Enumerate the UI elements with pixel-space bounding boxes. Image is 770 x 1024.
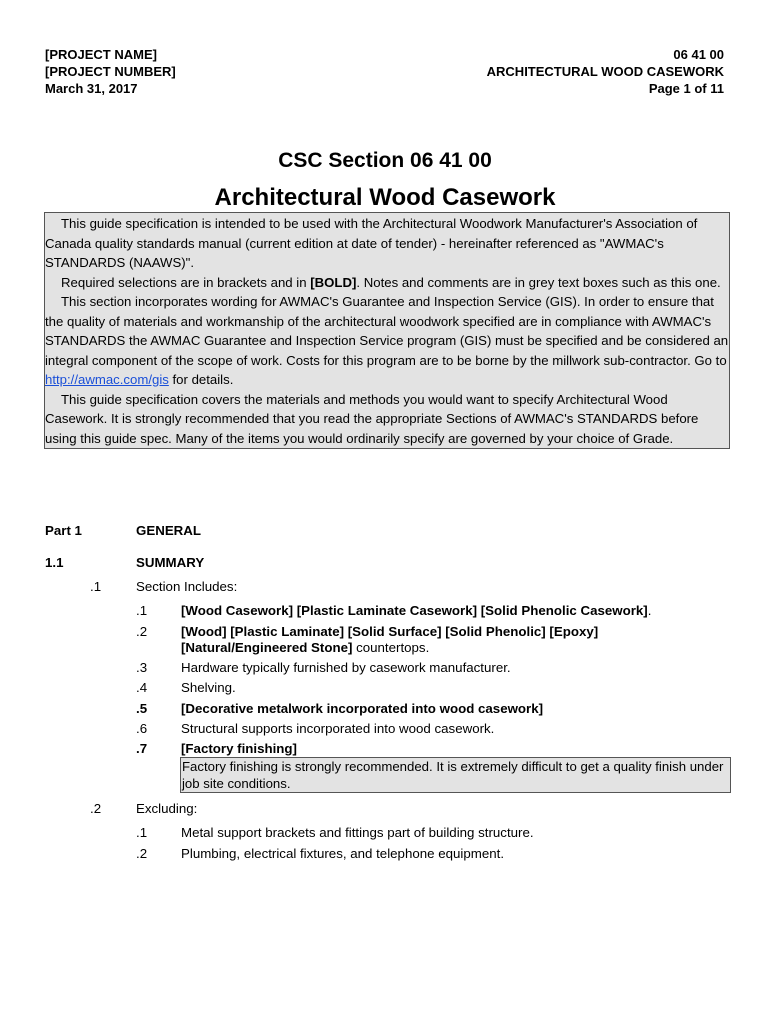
note-paragraph-4: This guide specification covers the materials and methods you would want to specify Architectural Wood Casework. It is strongly recommended that you read the appropriate Sections of AWMAC's STANDARDS before using this guide spec. Many of the items you would ordinarily specify are governed by your choice of Grade. (45, 391, 699, 446)
page-header-left (45, 46, 176, 97)
subitem-number: .2 (136, 624, 148, 639)
subitem-text: Plumbing, electrical fixtures, and telephone equipment. (181, 846, 505, 861)
note-paragraph-2: Required selections are in brackets and in [BOLD]. Notes and comments are in grey text boxes such as this one. (61, 274, 721, 290)
subitem-text: [Factory finishing] (181, 741, 297, 756)
subitem-number: .5 (136, 701, 148, 716)
document-date: March 31, 2017 (45, 81, 138, 96)
part-title: GENERAL (136, 523, 202, 538)
subitem-number: .1 (136, 825, 148, 840)
paragraph-label: Excluding: (136, 801, 198, 816)
subitem-text: Metal support brackets and fittings part of building structure. (181, 825, 534, 840)
document-title: Architectural Wood Casework (214, 184, 556, 211)
page-header-right (487, 46, 724, 97)
article-number: 1.1 (45, 555, 64, 570)
article-title: SUMMARY (136, 555, 205, 570)
subitem-number: .3 (136, 660, 148, 675)
subitem-text: Structural supports incorporated into wood casework. (181, 721, 495, 736)
subitem-text: Hardware typically furnished by casework manufacturer. (181, 660, 511, 675)
subitem-number: .1 (136, 603, 148, 618)
project-number: [PROJECT NUMBER] (45, 64, 176, 79)
note-paragraph-1: This guide specification is intended to be used with the Architectural Woodwork Manufacturer's Association of Canada quality standards manual (current edition at date of tender) - hereinafter referenced as "AWMAC's STANDARDS (NAAWS)". (45, 216, 698, 270)
subitem-text: [Wood Casework] [Plastic Laminate Casework] [Solid Phenolic Casework]. (181, 603, 652, 618)
page-number: Page 1 of 11 (648, 81, 724, 96)
part-label: Part 1 (45, 523, 82, 538)
note-paragraph-3: This section incorporates wording for AWMAC's Guarantee and Inspection Service (GIS). In order to ensure that the quality of materials and workmanship of the architectural woodwork specified are in compliance with AWMAC's STANDARDS the AWMAC Guarantee and Inspection Service program (GIS) must be specified and be considered an integral component of the scope of work. Costs for this program are to be borne by the millwork sub-contractor. Go to http://awmac.com/gis for details. (45, 294, 729, 387)
subitem-text: [Wood] [Plastic Laminate] [Solid Surface] [Solid Phenolic] [Epoxy] [Natural/Engineered Stone] countertops. (181, 624, 599, 655)
subitem-number: .6 (136, 721, 148, 736)
subitem-text: Shelving. (181, 680, 236, 695)
section-number: 06 41 00 (673, 47, 724, 62)
subitem-text: [Decorative metalwork incorporated into wood casework] (181, 701, 544, 716)
subitem-number: .2 (136, 846, 148, 861)
section-name: ARCHITECTURAL WOOD CASEWORK (486, 64, 724, 79)
factory-finishing-note: Factory finishing is strongly recommended. It is extremely difficult to get a quality finish under job site conditions. (180, 757, 731, 793)
paragraph-label: Section Includes: (136, 579, 238, 594)
gis-link[interactable]: http://awmac.com/gis (45, 372, 169, 387)
subitem-number: .4 (136, 680, 148, 695)
subitem-number: .7 (136, 741, 148, 756)
paragraph-number: .1 (90, 579, 102, 594)
paragraph-number: .2 (90, 801, 102, 816)
section-title: CSC Section 06 41 00 (278, 149, 492, 172)
project-name: [PROJECT NAME] (45, 47, 157, 62)
intro-note-box (44, 212, 730, 449)
bold-example: [BOLD] (310, 274, 357, 290)
